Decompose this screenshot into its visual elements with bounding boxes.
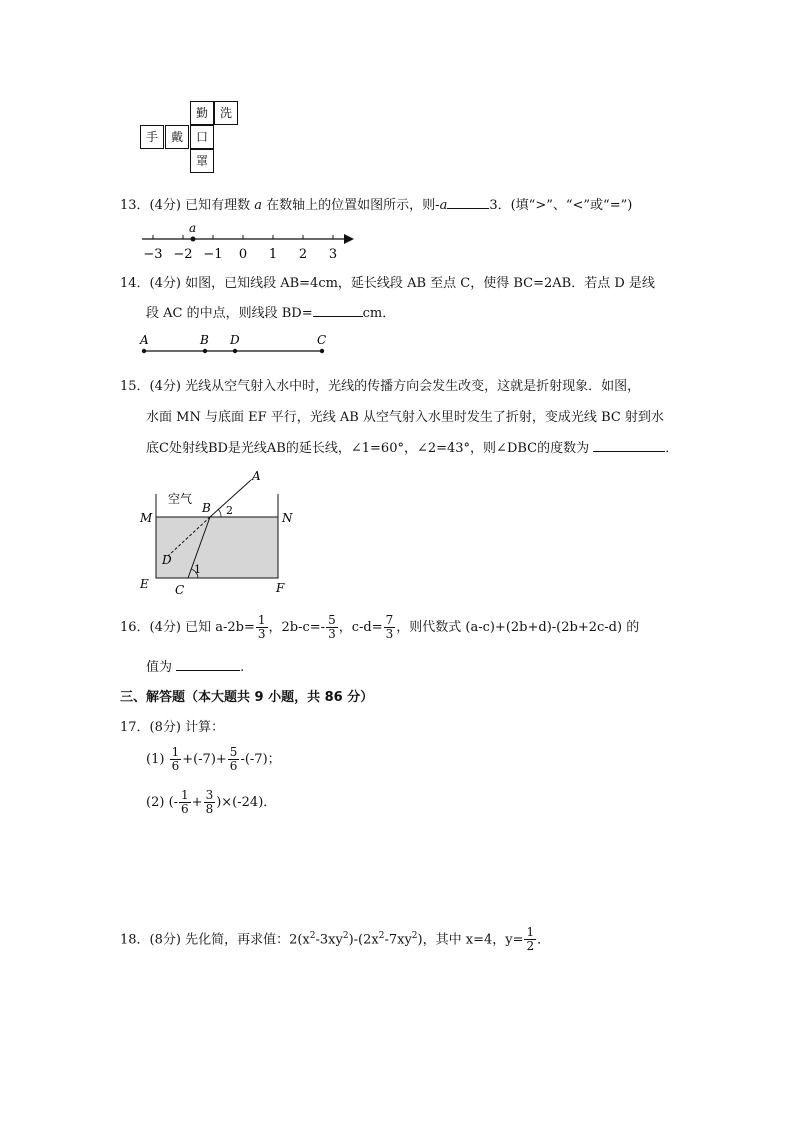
question-15-line3 <box>146 437 678 456</box>
text: ． <box>537 932 551 948</box>
refraction-figure <box>134 466 304 600</box>
label-e: E <box>140 577 149 591</box>
point-a-label: a <box>189 221 197 235</box>
text: + <box>191 795 203 810</box>
cube-face: 口 <box>190 125 214 149</box>
question-16-line1 <box>120 614 639 642</box>
cube-face: 戴 <box>165 125 189 149</box>
question-17-part1 <box>146 746 281 774</box>
text: )，其中 x=4，y= <box>417 932 524 948</box>
question-18 <box>120 922 550 954</box>
point-b <box>203 349 207 353</box>
section-heading: 三、解答题（本大题共 9 小题，共 86 分） <box>120 690 374 705</box>
superscript: 2 <box>411 931 418 941</box>
text: ． <box>665 441 679 456</box>
question-15-line1: 15．(4分) 光线从空气射入水中时，光线的传播方向会发生改变，这就是折射现象．如图， <box>120 379 641 394</box>
numerator: 5 <box>229 745 238 759</box>
superscript: 2 <box>309 931 316 941</box>
denominator: 2 <box>526 939 535 954</box>
answer-blank[interactable] <box>447 196 489 209</box>
cube-face: 勤 <box>190 101 214 125</box>
text: 18．(8分) 先化简，再求值：2(x <box>120 932 310 948</box>
fraction <box>179 789 191 816</box>
number-line-figure <box>136 218 366 264</box>
answer-blank[interactable] <box>313 304 363 317</box>
point-a <box>191 237 196 242</box>
text: 已知有理数 <box>185 198 251 213</box>
text: -3xy <box>315 932 343 948</box>
superscript: 2 <box>342 931 349 941</box>
axis-tick-label: 1 <box>268 247 278 262</box>
text: 值为 <box>146 660 173 675</box>
label-air: 空气 <box>168 492 193 506</box>
numerator: 1 <box>181 788 189 802</box>
question-number: 13．(4分) <box>120 198 181 213</box>
superscript: 2 <box>378 931 385 941</box>
answer-blank[interactable] <box>593 439 665 452</box>
text: ，则代数式 (a-c)+(2b+d)-(2b+2c-d) 的 <box>396 620 640 635</box>
part-label: (2) <box>146 795 165 810</box>
denominator: 3 <box>328 627 336 641</box>
numerator: 1 <box>257 613 266 627</box>
numerator: 1 <box>526 925 535 940</box>
question-13 <box>120 194 632 213</box>
answer-blank[interactable] <box>176 658 240 671</box>
point-a <box>142 349 146 353</box>
arrow-icon <box>344 234 354 244</box>
question-17-part2 <box>146 789 276 817</box>
label-m: M <box>140 511 153 525</box>
label-b: B <box>200 333 209 347</box>
label-a: A <box>140 333 149 347</box>
numerator: 1 <box>171 745 180 759</box>
text: 16．(4分) 已知 a-2b= <box>120 620 255 635</box>
label-d: D <box>230 333 240 347</box>
text: 在数轴上的位置如图所示，则- <box>266 198 440 213</box>
denominator: 6 <box>181 802 189 816</box>
angle-2-arc <box>218 509 221 517</box>
text: +(-7)+ <box>182 752 227 767</box>
question-16-line2: 值为 . <box>146 660 245 675</box>
segment-figure <box>136 330 336 360</box>
question-15-line2: 水面 MN 与底面 EF 平行，光线 AB 从空气射入水里时发生了折射，变成光线 BC 射到水 <box>146 410 664 425</box>
axis-tick-label: 3 <box>328 247 338 262</box>
text: 3．(填“>”、“<”或“=”) <box>489 198 633 213</box>
cube-face: 手 <box>140 125 164 149</box>
text: ，c-d= <box>338 620 383 635</box>
text: 段 AC 的中点，则线段 BD= <box>146 306 313 321</box>
point-c <box>320 349 324 353</box>
denominator: 6 <box>229 759 238 773</box>
numerator: 3 <box>205 788 214 802</box>
text: )-(2x <box>348 932 379 948</box>
axis-tick-label: −1 <box>203 247 223 262</box>
text: -(-7)； <box>240 752 281 767</box>
fraction <box>228 746 240 773</box>
variable: a <box>439 198 448 213</box>
question-14-line2 <box>146 302 395 321</box>
cube-face: 罩 <box>190 149 214 173</box>
question-14-line1: 14．(4分) 如图，已知线段 AB=4cm，延长线段 AB 至点 C，使得 BC=2AB．若点 D 是线 <box>120 276 655 291</box>
axis-tick-label: 2 <box>298 247 308 262</box>
variable: a <box>254 198 263 213</box>
axis-tick-label: −3 <box>143 247 163 262</box>
text: -7xy <box>384 932 412 948</box>
denominator: 8 <box>205 802 214 816</box>
numerator: 5 <box>328 613 336 627</box>
denominator: 6 <box>171 759 180 773</box>
text: cm． <box>362 306 396 321</box>
label-a: A <box>252 469 261 483</box>
label-c: C <box>317 333 327 347</box>
axis-tick-label: 0 <box>238 247 248 262</box>
denominator: 3 <box>257 627 266 641</box>
label-d: D <box>162 553 172 567</box>
denominator: 3 <box>385 627 394 641</box>
fraction <box>256 614 268 641</box>
part-label: (1) <box>146 752 165 767</box>
fraction <box>524 926 536 953</box>
label-angle-2: 2 <box>226 504 233 517</box>
label-f: F <box>276 581 285 595</box>
water-region <box>156 517 278 578</box>
point-d <box>233 349 237 353</box>
axis-tick-label: −2 <box>173 247 193 262</box>
numerator: 7 <box>385 613 394 627</box>
fraction <box>326 614 338 641</box>
text: )×(-24)． <box>216 795 277 810</box>
text: 底C处射线BD是光线AB的延长线，∠1=60°，∠2=43°，则∠DBC的度数为 <box>146 441 590 456</box>
text: (- <box>168 795 179 810</box>
label-c: C <box>175 583 185 597</box>
text: ，2b-c=- <box>268 620 326 635</box>
fraction <box>170 746 182 773</box>
cube-face: 洗 <box>214 101 238 125</box>
fraction <box>204 789 216 816</box>
label-n: N <box>282 511 293 525</box>
question-17-title: 17．(8分) 计算： <box>120 720 225 735</box>
fraction <box>384 614 396 641</box>
label-angle-1: 1 <box>194 563 201 576</box>
label-b: B <box>202 501 211 515</box>
